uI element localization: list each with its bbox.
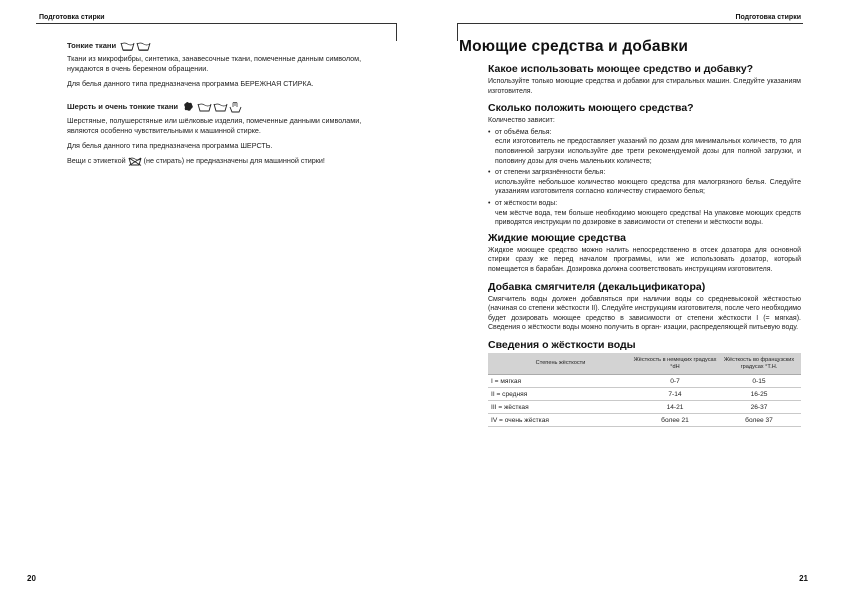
table-cell: более 21 [633, 414, 717, 427]
table-cell: 16-25 [717, 388, 801, 401]
delicate-section [67, 41, 383, 89]
how-much-intro: Количество зависит: [488, 117, 555, 125]
wash-symbol-delicate-icon [120, 41, 152, 51]
list-item [488, 168, 801, 197]
hardness-heading: Сведения о жёсткости воды [488, 338, 636, 351]
softener-heading: Добавка смягчителя (декальцификатора) [488, 280, 706, 293]
list-item [488, 199, 801, 228]
table-cell: более 37 [717, 414, 801, 427]
liquid-text: Жидкое моющее средство можно налить непосредственно в отсек дозатора для основной стирки сразу же перед началом программы, или же использовать дозатор, который помещается в барабан. Дозировка должна соответствовать инструкциям изготовителя. [488, 246, 801, 273]
header-rule [36, 23, 397, 24]
table-header-row [488, 353, 801, 375]
table-row [488, 388, 801, 401]
which-heading: Какое использовать моющее средство и добавку? [488, 63, 754, 75]
column-header: Жёсткость в немецких градусах °dH [633, 353, 717, 375]
page-title: Моющие средства и добавки [459, 38, 689, 55]
delicate-title: Тонкие ткани [67, 41, 117, 50]
delicate-text-2: Для белья данного типа предназначена программа БЕРЕЖНАЯ СТИРКА. [67, 79, 314, 88]
bullet-text: чем жёстче вода, тем больше необходимо моющего средства! На упаковке моющих средств приводятся инструкции по дозировке в зависимости от степени и жёсткости воды. [495, 209, 801, 227]
softener-text: Смягчитель воды должен добавляться при наличии воды со средневысокой жёсткостью (начиная со степени жёсткости II). Следуйте инструкциям изготовителя, после чего необходимо будет дозировать моющее средство в зависимости от степени жёсткости I (= мягкая). Сведения о жёсткости воды можно получить в орган- изации, распределяющей питьевую воду. [488, 295, 801, 332]
column-header: Жёсткость во французских градусах °T.H. [717, 353, 801, 375]
table-cell: 7-14 [633, 388, 717, 401]
wool-text-3 [67, 156, 383, 166]
column-header: Степень жёсткости [488, 353, 633, 375]
bullet-icon: • [488, 199, 491, 207]
which-text: Используйте только моющие средства и добавки для стиральных машин. Следуйте указаниям изготовителя. [488, 78, 801, 95]
page-number: 20 [27, 574, 36, 583]
wool-text-1: Шерстяные, полушерстяные или шёлковые изделия, помеченные данными символами, являются особенно чувствительными к машинной стирке. [67, 116, 362, 135]
header-vertical-rule [396, 23, 397, 41]
bullet-lead: от жёсткости воды: [495, 199, 558, 207]
page-number: 21 [799, 574, 808, 583]
do-not-wash-icon [128, 157, 142, 166]
table-cell: 0-15 [717, 375, 801, 388]
how-much-heading: Сколько положить моющего средства? [488, 102, 694, 115]
wool-section [67, 101, 383, 166]
bullet-text: используйте небольшое количество моющего средства для малогрязного белья. Следуйте указаниям изготовителя согласно количеству стираемого белья; [495, 178, 801, 196]
header-vertical-rule [457, 23, 458, 41]
delicate-text-1: Ткани из микрофибры, синтетика, занавесочные ткани, помеченные данным символом, нуждаются в очень бережном обращении. [67, 54, 362, 73]
header-rule [457, 23, 803, 24]
table-cell: 26-37 [717, 401, 801, 414]
hardness-table [488, 353, 801, 428]
wool-text-3-after: (не стирать) не предназначены для машинной стирки! [143, 156, 325, 165]
table-row [488, 401, 801, 414]
liquid-heading: Жидкие моющие средства [488, 231, 626, 244]
right-content [459, 38, 801, 427]
bullet-list [488, 128, 801, 228]
table-row [488, 414, 801, 427]
table-cell: I = мягкая [488, 375, 633, 388]
table-row [488, 375, 801, 388]
table-cell: 0-7 [633, 375, 717, 388]
wool-text-3-before: Вещи с этикеткой [67, 156, 126, 165]
bullet-lead: от объёма белья: [495, 128, 552, 136]
bullet-icon: • [488, 128, 491, 136]
which-section [488, 63, 801, 427]
wool-symbols-icon [182, 101, 242, 113]
table-cell: IV = очень жёсткая [488, 414, 633, 427]
running-head: Подготовка стирки [735, 14, 801, 21]
left-content [67, 41, 383, 178]
table-cell: II = средняя [488, 388, 633, 401]
bullet-text: если изготовитель не предоставляет указаний по дозам для минимальных количеств, то для половинной загрузки используйте две трети рекомендуемой дозы для полной загрузки, и половину дозы для очень маленьких количеств; [495, 138, 801, 165]
bullet-lead: от степени загрязнённости белья: [495, 169, 606, 177]
bullet-icon: • [488, 169, 491, 177]
running-head: Подготовка стирки [39, 14, 105, 21]
table-cell: 14-21 [633, 401, 717, 414]
wool-text-2: Для белья данного типа предназначена программа ШЕРСТЬ. [67, 141, 273, 150]
list-item [488, 128, 801, 166]
wool-title: Шерсть и очень тонкие ткани [67, 102, 179, 111]
table-cell: III = жёсткая [488, 401, 633, 414]
